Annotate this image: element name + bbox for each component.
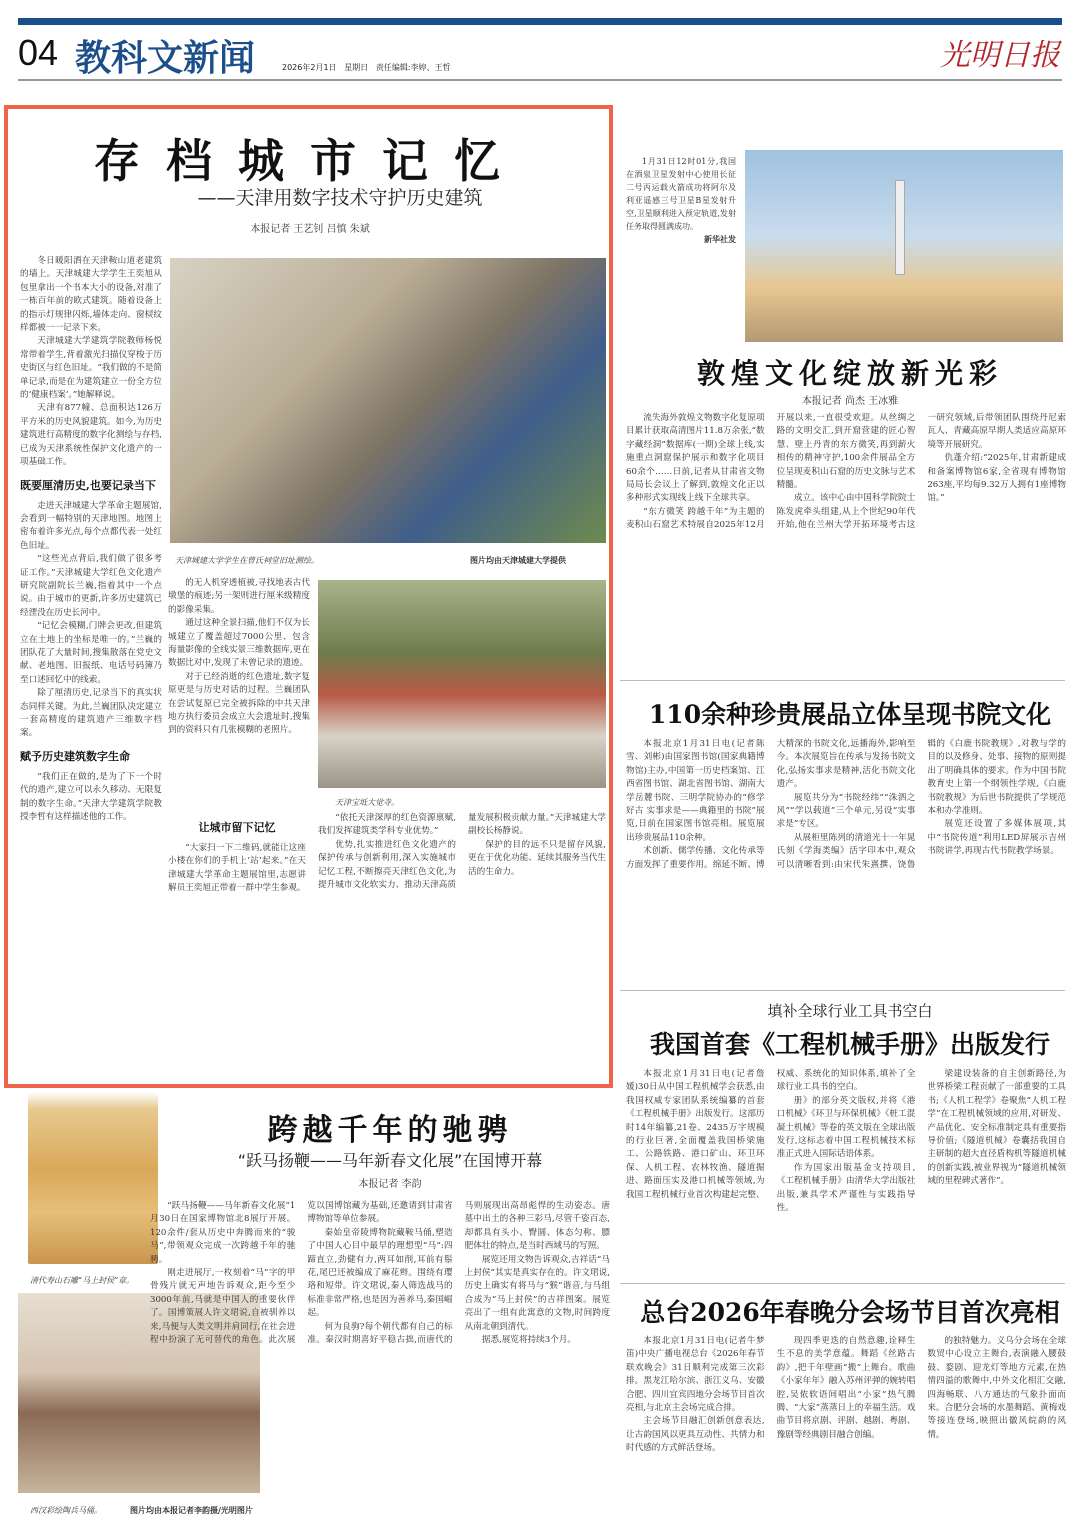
story1-col-left	[20, 255, 162, 1080]
photo-credit: 图片均由天津城建大学提供	[470, 555, 566, 565]
masthead-bar	[18, 18, 1062, 25]
subhead: 让城市留下记忆	[198, 821, 276, 834]
paragraph: 保护的目的远不只是留存风貌,更在于优化功能、延续其服务当代生活的生命力。	[468, 839, 606, 877]
paragraph: 对于已经消逝的红色遗址,数字复原更是与历史对话的过程。兰巍团队在尝试复原已完全被拆除的中共天津地方执行委员会成立大会遗址时,搜集到的资料只有几张模糊的老照片。	[168, 671, 310, 736]
paragraph: “跃马扬鞭——马年新春文化展”1月30日在国家博物馆北8展厅开展。120余件/套从历史中奔腾而来的“骏马”,带领观众完成一次跨越千年的驰骋。	[150, 1201, 296, 1265]
paragraph: “这些光点背后,我们做了很多考证工作。”天津城建大学红色文化遗产研究院副院长兰巍,指着其中一个点说。由于城市的更新,许多历史建筑已经湮没在历史长河中。	[20, 554, 162, 618]
paragraph: 梁建设装备的自主创新路径,为世界桥梁工程贡献了一部重要的工具书;《人机工程学》卷聚焦“人机工程学”在工程机械领域的应用,对研发、产品优化、安全标准制定具有重要指导价值;《隧道机械》卷囊括我国自主研制的超大直径盾构机等隧道机械的创新实践,被业界视为“隧道机械领域的里程碑式著作”。	[927, 1069, 1066, 1187]
paragraph: 除了厘清历史,记录当下的真实状态同样关键。为此,兰巍团队决定建立一套高精度的建筑遗产三维数字档案。	[20, 688, 162, 739]
header-divider	[18, 79, 1062, 81]
paragraph: 冬日暖阳洒在天津鞍山道老建筑的墙上。天津城建大学学生王奕旭从包里拿出一个书本大小的设备,对准了一栋百年前的欧式建筑。随着设备上的指示灯规律闪烁,墙体走向、窗棂纹样都被一一记录下来。	[20, 256, 162, 334]
paragraph: 流失海外敦煌文物数字化复原项目累计获取高清图片11.8万余张,“数字藏经洞”数据库(一期)全球上线,实施重点洞窟保护展示和数字化项目60余个……日前,记者从甘肃省文物局局长会议上了解到,敦煌文化正以多种形式实现线上线下全球共享。	[626, 413, 765, 504]
photo-temple	[318, 580, 606, 788]
story6-byline: 本报记者 李韵	[358, 1179, 422, 1190]
story1-subtitle: ——天津用数字技术守护历史建筑	[197, 187, 483, 209]
divider	[620, 990, 1065, 991]
photo-rocket-launch	[745, 150, 1063, 342]
subhead: 既要厘清历史,也要记录当下	[20, 478, 156, 492]
paragraph: “我们正在做的,是为了下一个时代的遗产,建立可以永久移动、无限复制的数字生命。”天津大学建筑学院教授李哲有这样描述他的工作。	[20, 771, 162, 823]
paragraph: 术创新、儒学传播、文化传承等方面发挥了重要作用。绵延不断、博大精深的书院文化,远播海外,影响至今。本次展览旨在传承与发扬书院文化,弘扬实事求是精神,活化书院文化遗产。	[626, 739, 916, 870]
paragraph: 主会场节目融汇创新创意表达,让古韵国风以更具互动性、共情力和时代感的方式鲜活登场。	[626, 1416, 765, 1454]
photo-caption: 清代寿山石雕“马上封侯”章。	[30, 1276, 135, 1285]
paragraph: 天津有877幢、总面积达126万平方米的历史风貌建筑。如今,为历史建筑进行高精度的数字化测绘与存档,已成为天津系统性保护文化遗产的一项基础工作。	[20, 403, 162, 468]
paragraph: 的无人机穿透植被,寻找地表古代墩堡的痕迹;另一架则进行厘米级精度的影像采集。	[168, 578, 310, 615]
story5-title: 总台2026年春晚分会场节目首次亮相	[640, 1298, 1060, 1327]
story1-col2	[168, 577, 310, 797]
story2-title: 敦煌文化绽放新光彩	[696, 357, 1003, 390]
paragraph: 从展柜里陈列的清道光十一年晁氏刻《学海类编》活字印本中,观众可以清晰看到:由宋代朱熹撰、饶鲁辑的《白鹿书院教规》,对教与学的目的以及修身、处事、接物的原则提出了明确具体的要求。作为中国书院教育史上第一个纲领性学规,《白鹿书院教规》为后世书院提供了学规范本和办学准则。	[776, 739, 1066, 870]
story6-body	[150, 1200, 610, 1525]
paragraph: 优势,扎实推进红色文化遗产的保护传承与创新利用,深入实施城市记忆工程,不断擦亮天津红色文化,为提升城市文化软实力、推动天津高质量发展积极贡献力量。”天津城建大学副校长杨静说。	[318, 813, 606, 891]
paragraph: 据悉,展览将持续3个月。	[481, 1335, 576, 1346]
story1-cols-bottom	[168, 812, 606, 1074]
story6-title: 跨越千年的驰骋	[267, 1113, 513, 1148]
paragraph: 天津城建大学建筑学院教师杨悦常带着学生,背着激光扫描仪穿梭于历史街区与红色旧址。“我们做的不是简单记录,而是在为建筑建立一份全方位的‘健康档案’。”她解释说。	[20, 336, 162, 401]
paragraph: 何为良驹?每个朝代都有自己的标准。秦汉时期喜好平稳古拙,而唐代的马则展现出高昂彪悍的生动姿态。唐墓中出土的各种三彩马,尽管千姿百态,却都具有头小、臀圆、体态匀称、膘肥体壮的特点,是当时西域马的写照。	[307, 1201, 610, 1346]
newspaper-logo: 光明日报	[940, 38, 1060, 73]
divider	[620, 1283, 1065, 1284]
subhead: 赋予历史建筑数字生命	[20, 749, 130, 763]
paragraph: 本报北京1月31日电(记者詹媛)30日从中国工程机械学会获悉,由我国权威专家团队系统编纂的首套《工程机械手册》出版发行。这部历时14年编纂,21卷、2435万字规模的行业巨著,全面覆盖我国桥梁施工、公路铁路、港口矿山、环卫环保、人机工程、农林牧渔、隧道掘进、路面压实及港口机械等领域,为我国工程机械行业首次构建起完整、权威、系统化的知识体系,填补了全球行业工具书的空白。	[626, 1069, 916, 1200]
paragraph: 作为国家出版基金支持项目,《工程机械手册》由清华大学出版社出版,兼具学术严谨性与实践指导性。	[776, 1162, 916, 1214]
caption-text: 1月31日12时01分,我国在酒泉卫星发射中心使用长征二号丙运载火箭成功将阿尔及利亚遥感三号卫星B星发射升空,卫星顺利进入预定轨道,发射任务取得圆满成功。	[626, 157, 736, 231]
paragraph: 展览还设置了多媒体展项,其中“书院传道”利用LED屏展示吉州书院讲学,再现古代书院教学场景。	[927, 819, 1066, 857]
divider	[620, 680, 1065, 681]
paragraph: “依托天津深厚的红色资源禀赋,我们发挥建筑类学科专业优势。”	[318, 813, 456, 837]
editors: 责任编辑:李婷、王哲	[375, 63, 451, 72]
story4-kicker: 填补全球行业工具书空白	[767, 1002, 933, 1020]
paragraph: 走进天津城建大学革命主题展馆,会看到一幅特别的天津地图。地图上密布着许多光点,每个点都代表一处红色旧址。	[20, 500, 162, 551]
photo-credit: 新华社发	[704, 234, 736, 244]
photo-caption: 天津宝坻大觉寺。	[335, 798, 399, 807]
photo-survey-students	[170, 258, 606, 543]
paragraph: 展览还用文物告诉观众,吉祥话“马上封侯”其实是真实存在的。许文珺说,历史上确实有将马与“猴”谐音,与马组合成为“马上封侯”的吉祥图案。展览亮出了一组有此寓意的文物,时间跨度从南北朝到清代。	[464, 1254, 610, 1332]
photo-caption: 西汉彩绘陶兵马俑。	[30, 1506, 102, 1515]
story5-body	[626, 1335, 1066, 1525]
section-title: 教科文新闻	[75, 38, 256, 79]
story4-title: 我国首套《工程机械手册》出版发行	[649, 1030, 1050, 1059]
paragraph: “东方微笑 跨越千年”为主题的麦积山石窟艺术特展自2025年12月开展以来,一直很受欢迎。从丝绸之路的文明交汇,到开窟营建的匠心智慧、壁上丹青的东方微笑,再到薪火相传的精神守护,100余件展品全方位呈现麦积山石窟的历史文脉与艺术精髓。	[626, 413, 916, 531]
story4-body	[626, 1068, 1066, 1273]
paragraph: 展览共分为“书院经纬”“洙泗之风”“学以载道”三个单元,另设“实事求是”专区。	[776, 792, 916, 830]
paragraph: 的独特魅力。义乌分会场在全球数贸中心设立主舞台,表演融入腰鼓鼓、婺剧、迎龙灯等地方元素,在热情四溢的歌舞中,中外文化相汇交融,四海畅联、八方通达的气象扑面而来。合肥分会场的水墨舞蹈、黄梅戏等接连登场,映照出徽风皖韵的风情。	[927, 1336, 1066, 1440]
paragraph: 本报北京1月31日电(记者陈雪、刘彬)由国家图书馆(国家典籍博物馆)主办,中国第一历史档案馆、江西省图书馆、湖北省图书馆、湖南大学岳麓书院、三明学院协办的“修学好古 实事求是——典籍里的书院”展览,日前在国家图书馆亮相。展览展出珍贵展品110余种。	[626, 739, 765, 843]
paragraph: “大家扫一下二维码,就能让这座小楼在你们的手机上‘站’起来。”在天津城建大学革命主题展馆里,志愿讲解员王奕旭正带着一群中学生参观。	[168, 843, 306, 894]
story1-title: 存档城市记忆	[94, 134, 526, 188]
masthead-info	[282, 62, 451, 73]
page-number: 04	[18, 32, 59, 73]
photo-caption: 天津城建大学学生在曾氏祠堂旧址测绘。	[175, 556, 319, 565]
paragraph: “记忆会模糊,门牌会更改,但建筑立在土地上的坐标是唯一的。”兰巍的团队花了大量时间,搜集散落在党史文献、老地图、旧报纸、电话号码簿乃至口述回忆中的线索。	[20, 621, 162, 685]
photo-credit: 图片均由本报记者李韵摄/光明图片	[130, 1505, 253, 1515]
story3-title: 110余种珍贵展品立体呈现书院文化	[648, 700, 1052, 729]
paragraph: 本报北京1月31日电(记者牛梦笛)中央广播电视总台《2026年春节联欢晚会》31日顺利完成第三次彩排。黑龙江哈尔滨、浙江义乌、安徽合肥、四川宜宾四地分会场节目首次亮相,与北京主会场完成合排。	[626, 1336, 765, 1414]
date: 2026年2月1日	[282, 63, 337, 72]
story2-body	[626, 412, 1066, 660]
paragraph: 仇蓬介绍:“2025年,甘肃新建成和备案博物馆6家,全省现有博物馆263座,平均每9.32万人拥有1座博物馆。”	[927, 453, 1066, 504]
paragraph: 册》的部分英文版权,并将《港口机械》《环卫与环保机械》《桩工混凝土机械》等卷的英文版在全球出版发行,这标志着中国工程机械技术标准正式进入国际话语体系。	[776, 1095, 916, 1160]
photo-seal	[28, 1092, 158, 1264]
story2-byline: 本报记者 尚杰 王冰雅	[801, 396, 899, 407]
story3-body	[626, 738, 1066, 966]
paragraph: 通过这种全景扫描,他们不仅为长城建立了覆盖超过7000公里、包含海量影像的全线实景三维数据库,更在数据比对中,发现了未曾记录的遗迹。	[168, 618, 310, 669]
paragraph: 秦始皇帝陵博物院藏鞍马俑,塑造了中国人心目中最早的理想型“马”:四蹄直立,劲健有力,两耳如削,耳前有鬃花,尾巴还被编成了麻花辫。围绕有璎珞和短带。许文珺说,秦人筛选战马的标准非常严格,也是因为善养马,秦国崛起。	[307, 1227, 453, 1319]
story1-byline: 本报记者 王艺钊 吕慎 朱斌	[250, 224, 370, 235]
weekday: 星期日	[344, 63, 369, 72]
paragraph: 成立。该中心由中国科学院院士陈发虎牵头组建,从上个世纪90年代开始,他在兰州大学开拓环境考古这一研究领域,后带领团队围绕丹尼索瓦人、青藏高原早期人类适应高原环境等开展研究。	[776, 413, 1066, 531]
paragraph: 刚走进展厅,一枚刻着“马”字的甲骨残片就无声地告诉观众,距今至少3000年前,马就是中国人的重要伙伴了。国博策展人许文珺说,自被驯养以来,马便与人类文明并肩同行,在社会进程中扮演了无可替代的角色。此次展览以国博馆藏为基础,还邀请到甘肃省博物馆等单位参展。	[150, 1201, 453, 1346]
paragraph: 现四季更迭的自然意趣,诠释生生不息的美学意蕴。舞蹈《丝路古韵》,把千年壁画“搬”上舞台。歌曲《小家年年》融入苏州评弹的婉转唱腔,吴侬软语间唱出“小家”热气腾腾、“大家”蒸蒸日上的幸福生活。戏曲节目将京剧、评剧、越剧、粤剧、豫剧等经典剧目融合创编。	[776, 1336, 916, 1440]
story6-subtitle: “跃马扬鞭——马年新春文化展”在国博开幕	[237, 1151, 543, 1170]
rocket-caption	[626, 155, 736, 246]
